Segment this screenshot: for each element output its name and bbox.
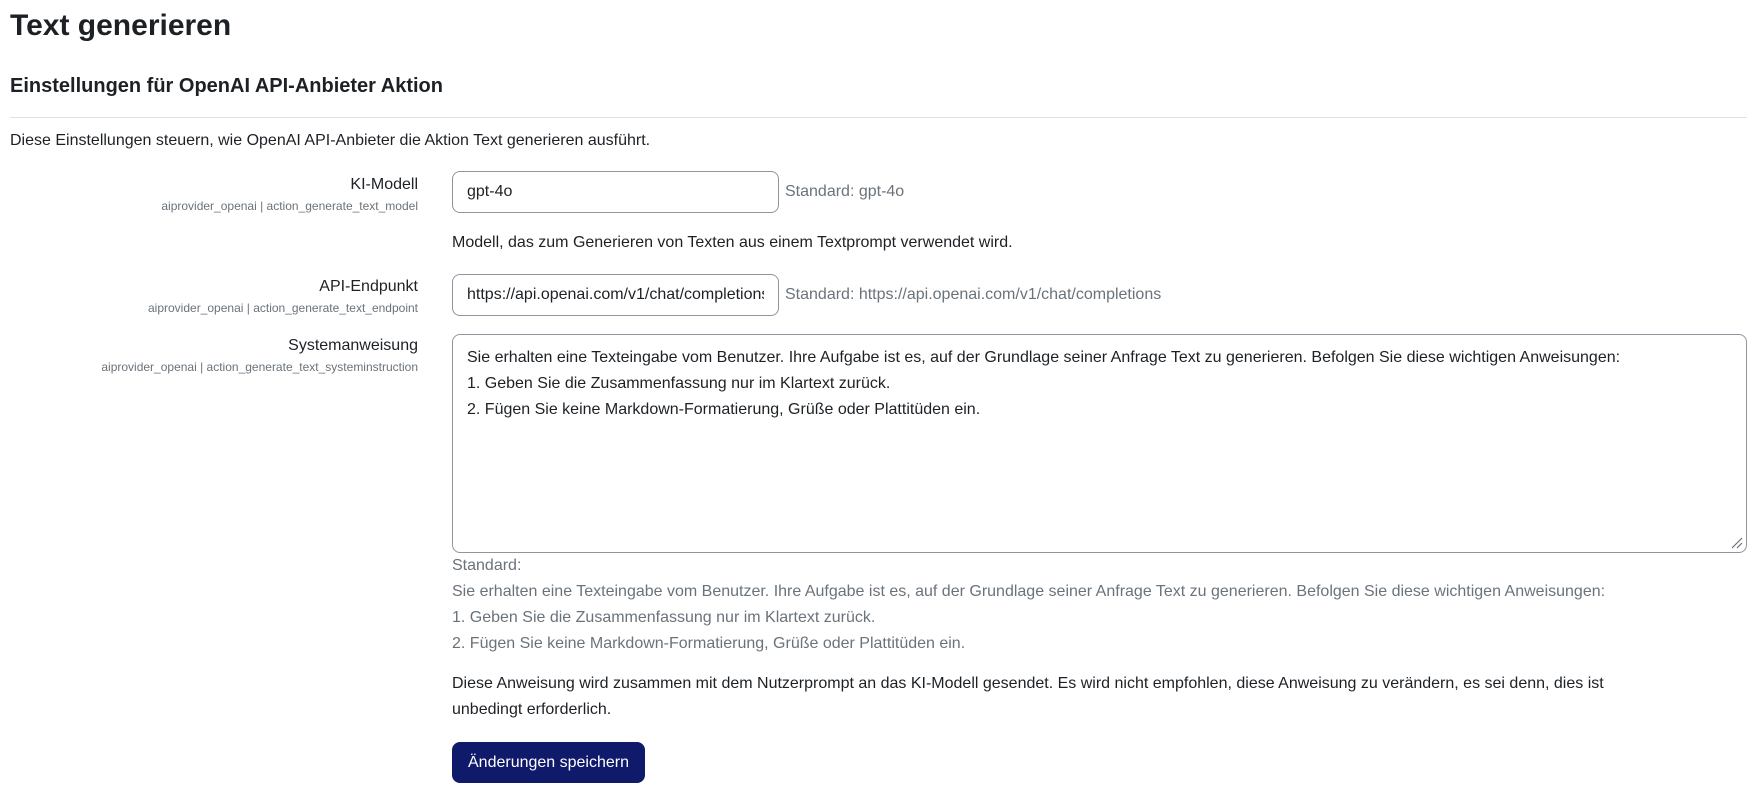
systeminstruction-label: Systemanweisung: [288, 337, 418, 354]
model-input[interactable]: [452, 171, 779, 213]
default-line: Sie erhalten eine Texteingabe vom Benutzer. Ihre Aufgabe ist es, auf der Grundlage seiner Anfrage Text zu generieren. Befolgen Sie diese wichtigen Anweisungen:: [452, 583, 1606, 600]
section-description: Diese Einstellungen steuern, wie OpenAI API-Anbieter die Aktion Text generieren ausführt.: [10, 132, 651, 149]
model-help-text: Modell, das zum Generieren von Texten aus einem Textprompt verwendet wird.: [452, 234, 1013, 251]
default-line: 2. Fügen Sie keine Markdown-Formatierung, Grüße oder Plattitüden ein.: [452, 635, 966, 652]
default-line: 1. Geben Sie die Zusammenfassung nur im Klartext zurück.: [452, 609, 876, 626]
help-line: unbedingt erforderlich.: [452, 701, 612, 718]
model-default: Standard: gpt-4o: [785, 183, 905, 200]
resize-handle-icon[interactable]: [1729, 535, 1743, 549]
systeminstruction-default: [452, 553, 1605, 657]
endpoint-default: Standard: https://api.openai.com/v1/chat/completions: [785, 286, 1162, 303]
endpoint-label-group: [148, 277, 418, 316]
default-label: Standard:: [452, 557, 522, 574]
textarea-line: Sie erhalten eine Texteingabe vom Benutzer. Ihre Aufgabe ist es, auf der Grundlage seiner Anfrage Text zu generieren. Befolgen Sie diese wichtigen Anweisungen:: [467, 349, 1621, 366]
systeminstruction-textarea[interactable]: [452, 334, 1747, 553]
save-changes-button[interactable]: Änderungen speichern: [452, 742, 645, 783]
model-label-group: [161, 175, 418, 214]
endpoint-input[interactable]: [452, 274, 779, 316]
page-title: Text generieren: [10, 9, 232, 42]
systeminstruction-help-text: [452, 671, 1604, 723]
section-title: Einstellungen für OpenAI API-Anbieter Aktion: [10, 75, 443, 97]
textarea-line: 1. Geben Sie die Zusammenfassung nur im Klartext zurück.: [467, 375, 891, 392]
textarea-line: 2. Fügen Sie keine Markdown-Formatierung, Grüße oder Plattitüden ein.: [467, 401, 981, 418]
systeminstruction-setting-key: aiprovider_openai | action_generate_text_systeminstruction: [101, 360, 418, 374]
section-divider: [10, 117, 1747, 118]
endpoint-label: API-Endpunkt: [319, 278, 418, 295]
model-label: KI-Modell: [350, 176, 418, 193]
endpoint-setting-key: aiprovider_openai | action_generate_text_endpoint: [148, 301, 418, 315]
systeminstruction-label-group: [101, 336, 418, 375]
help-line: Diese Anweisung wird zusammen mit dem Nutzerprompt an das KI-Modell gesendet. Es wird nicht empfohlen, diese Anweisung zu verändern, es sei denn, dies ist: [452, 675, 1604, 692]
model-setting-key: aiprovider_openai | action_generate_text_model: [161, 199, 418, 213]
